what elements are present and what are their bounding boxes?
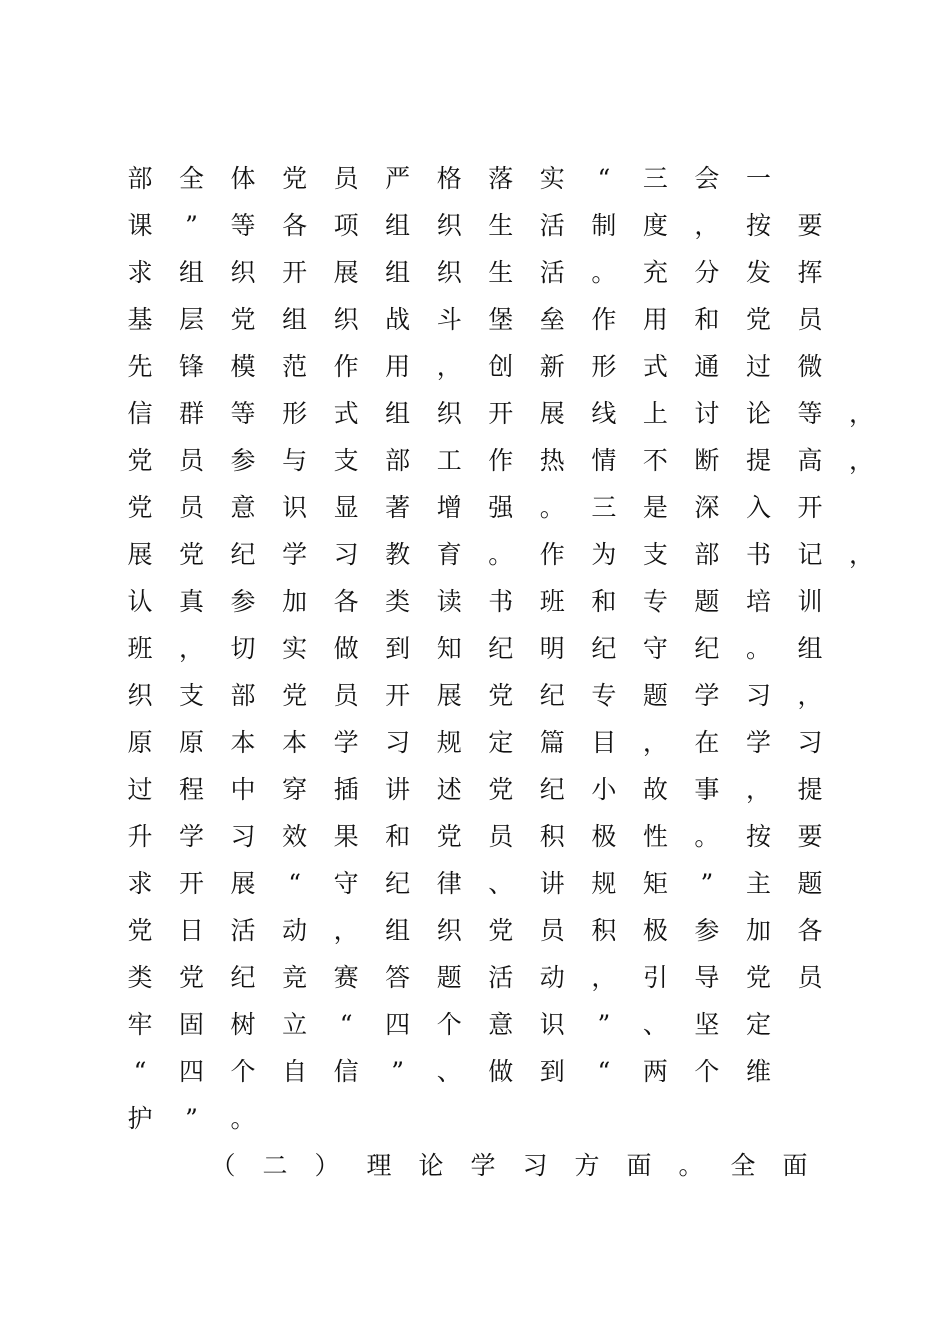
text-glyph: 信 xyxy=(333,1057,359,1086)
text-glyph: 知 xyxy=(436,634,462,663)
text-glyph: 升 xyxy=(127,822,153,851)
text-glyph: 题 xyxy=(797,869,823,898)
text-glyph: 切 xyxy=(230,634,256,663)
text-glyph: 作 xyxy=(591,305,617,334)
text-glyph: 组 xyxy=(797,634,823,663)
text-glyph: ， xyxy=(849,399,875,428)
text-glyph: 导 xyxy=(694,963,720,992)
text-glyph: 员 xyxy=(179,493,205,522)
text-glyph: 面 xyxy=(782,1151,808,1180)
text-glyph: “ xyxy=(597,1057,611,1086)
text-glyph: ， xyxy=(694,211,720,240)
text-glyph: 党 xyxy=(488,681,514,710)
text-glyph: 情 xyxy=(591,446,617,475)
text-glyph: 和 xyxy=(694,305,720,334)
text-glyph: 论 xyxy=(418,1151,444,1180)
text-glyph: 范 xyxy=(282,352,308,381)
text-glyph: 真 xyxy=(179,587,205,616)
text-glyph: 动 xyxy=(282,916,308,945)
text-glyph: 果 xyxy=(333,822,359,851)
text-glyph: ” xyxy=(597,1010,611,1039)
text-glyph: 先 xyxy=(127,352,153,381)
text-glyph: 会 xyxy=(694,164,720,193)
text-glyph: 本 xyxy=(230,728,256,757)
text-glyph: 认 xyxy=(127,587,153,616)
text-glyph: 习 xyxy=(797,728,823,757)
text-glyph: 原 xyxy=(127,728,153,757)
text-glyph: 到 xyxy=(539,1057,565,1086)
text-glyph: 习 xyxy=(333,540,359,569)
text-glyph: 、 xyxy=(436,1057,462,1086)
text-glyph: 党 xyxy=(282,164,308,193)
text-glyph: 讨 xyxy=(694,399,720,428)
text-glyph: 热 xyxy=(539,446,565,475)
text-glyph: 部 xyxy=(230,681,256,710)
text-glyph: ， xyxy=(179,634,205,663)
text-glyph: ， xyxy=(849,540,875,569)
text-glyph: 展 xyxy=(333,258,359,287)
text-glyph: 牢 xyxy=(127,1010,153,1039)
text-glyph: ， xyxy=(642,728,668,757)
text-glyph: 立 xyxy=(282,1010,308,1039)
text-glyph: 党 xyxy=(127,916,153,945)
text-glyph: 展 xyxy=(436,681,462,710)
text-glyph: 纪 xyxy=(230,963,256,992)
text-glyph: 讲 xyxy=(385,775,411,804)
text-glyph: 线 xyxy=(591,399,617,428)
text-glyph: 高 xyxy=(797,446,823,475)
text-glyph: 篇 xyxy=(539,728,565,757)
text-glyph: 求 xyxy=(127,869,153,898)
text-glyph: 动 xyxy=(539,963,565,992)
text-glyph: 生 xyxy=(488,258,514,287)
text-glyph: 实 xyxy=(539,164,565,193)
text-glyph: 度 xyxy=(642,211,668,240)
text-glyph: 发 xyxy=(745,258,771,287)
text-glyph: 党 xyxy=(436,822,462,851)
text-glyph: 模 xyxy=(230,352,256,381)
text-glyph: 定 xyxy=(745,1010,771,1039)
text-glyph: 二 xyxy=(262,1151,288,1180)
text-glyph: 支 xyxy=(642,540,668,569)
text-glyph: 记 xyxy=(797,540,823,569)
text-glyph: 程 xyxy=(179,775,205,804)
text-glyph: 训 xyxy=(797,587,823,616)
text-glyph: 组 xyxy=(385,258,411,287)
text-glyph: 形 xyxy=(282,399,308,428)
text-glyph: 本 xyxy=(282,728,308,757)
text-glyph: 事 xyxy=(694,775,720,804)
text-glyph: 等 xyxy=(230,211,256,240)
text-glyph: 深 xyxy=(694,493,720,522)
text-glyph: 纪 xyxy=(591,634,617,663)
text-glyph: 式 xyxy=(642,352,668,381)
text-glyph: 一 xyxy=(745,164,771,193)
text-glyph: 各 xyxy=(797,916,823,945)
text-glyph: 律 xyxy=(436,869,462,898)
text-glyph: 目 xyxy=(591,728,617,757)
text-glyph: 书 xyxy=(488,587,514,616)
text-glyph: 故 xyxy=(642,775,668,804)
text-glyph: “ xyxy=(288,869,301,898)
text-glyph: 支 xyxy=(179,681,205,710)
text-glyph: 按 xyxy=(745,822,771,851)
text-glyph: 新 xyxy=(539,352,565,381)
text-glyph: 做 xyxy=(333,634,359,663)
text-glyph: 中 xyxy=(230,775,256,804)
text-glyph: 分 xyxy=(694,258,720,287)
text-glyph: 个 xyxy=(436,1010,462,1039)
text-glyph: 维 xyxy=(745,1057,771,1086)
text-glyph: 作 xyxy=(539,540,565,569)
text-glyph: 组 xyxy=(385,399,411,428)
text-glyph: 断 xyxy=(694,446,720,475)
text-glyph: 入 xyxy=(745,493,771,522)
text-glyph: 斗 xyxy=(436,305,462,334)
text-glyph: 生 xyxy=(488,211,514,240)
text-glyph: 过 xyxy=(127,775,153,804)
text-glyph: 用 xyxy=(642,305,668,334)
text-glyph: 小 xyxy=(591,775,617,804)
text-glyph: 班 xyxy=(127,634,153,663)
text-glyph: 极 xyxy=(642,916,668,945)
text-glyph: 明 xyxy=(539,634,565,663)
text-glyph: 方 xyxy=(574,1151,600,1180)
text-glyph: 部 xyxy=(127,164,153,193)
text-glyph: 微 xyxy=(797,352,823,381)
text-glyph: 育 xyxy=(436,540,462,569)
text-glyph: 织 xyxy=(436,399,462,428)
text-glyph: 纪 xyxy=(385,869,411,898)
text-glyph: 护 xyxy=(127,1104,153,1133)
text-glyph: 式 xyxy=(333,399,359,428)
text-glyph: 规 xyxy=(436,728,462,757)
text-glyph: 。 xyxy=(539,493,565,522)
text-glyph: 党 xyxy=(488,916,514,945)
text-glyph: ” xyxy=(700,869,714,898)
text-glyph: 支 xyxy=(333,446,359,475)
text-glyph: 性 xyxy=(642,822,668,851)
text-glyph: 学 xyxy=(470,1151,496,1180)
text-glyph: 四 xyxy=(179,1057,205,1086)
text-glyph: 员 xyxy=(797,305,823,334)
text-glyph: 开 xyxy=(282,258,308,287)
text-glyph: 习 xyxy=(745,681,771,710)
text-glyph: 展 xyxy=(127,540,153,569)
text-glyph: 员 xyxy=(179,446,205,475)
text-glyph: 积 xyxy=(539,822,565,851)
text-glyph: 要 xyxy=(797,211,823,240)
text-glyph: 和 xyxy=(591,587,617,616)
text-glyph: 个 xyxy=(230,1057,256,1086)
text-glyph: 三 xyxy=(642,164,668,193)
text-glyph: 制 xyxy=(591,211,617,240)
text-glyph: 党 xyxy=(127,446,153,475)
text-glyph: 。 xyxy=(678,1151,704,1180)
text-glyph: ” xyxy=(391,1057,405,1086)
text-glyph: 作 xyxy=(488,446,514,475)
text-glyph: 上 xyxy=(642,399,668,428)
text-glyph: 题 xyxy=(642,681,668,710)
text-glyph: 活 xyxy=(488,963,514,992)
text-glyph: 为 xyxy=(591,540,617,569)
text-glyph: 活 xyxy=(539,211,565,240)
text-glyph: 群 xyxy=(179,399,205,428)
text-glyph: 通 xyxy=(694,352,720,381)
text-glyph: 积 xyxy=(591,916,617,945)
text-glyph: 挥 xyxy=(797,258,823,287)
text-glyph: ” xyxy=(185,211,198,240)
text-glyph: 书 xyxy=(745,540,771,569)
text-glyph: 学 xyxy=(333,728,359,757)
text-glyph: 极 xyxy=(591,822,617,851)
text-glyph: 锋 xyxy=(179,352,205,381)
text-glyph: ） xyxy=(314,1151,340,1180)
text-glyph: 按 xyxy=(745,211,771,240)
text-glyph: 全 xyxy=(179,164,205,193)
text-glyph: 理 xyxy=(366,1151,392,1180)
text-glyph: 效 xyxy=(282,822,308,851)
text-glyph: 加 xyxy=(282,587,308,616)
text-glyph: 识 xyxy=(539,1010,565,1039)
text-glyph: 用 xyxy=(385,352,411,381)
text-glyph: 纪 xyxy=(230,540,256,569)
text-glyph: 部 xyxy=(385,446,411,475)
text-glyph: 提 xyxy=(797,775,823,804)
text-glyph: 织 xyxy=(127,681,153,710)
text-glyph: 三 xyxy=(591,493,617,522)
text-glyph: 织 xyxy=(333,305,359,334)
text-glyph: 矩 xyxy=(642,869,668,898)
text-glyph: 显 xyxy=(333,493,359,522)
text-glyph: 类 xyxy=(385,587,411,616)
text-glyph: 坚 xyxy=(694,1010,720,1039)
text-glyph: 部 xyxy=(694,540,720,569)
text-glyph: 织 xyxy=(436,211,462,240)
text-glyph: 开 xyxy=(488,399,514,428)
text-glyph: 展 xyxy=(230,869,256,898)
text-glyph: 。 xyxy=(591,258,617,287)
text-glyph: 项 xyxy=(333,211,359,240)
text-glyph: 竞 xyxy=(282,963,308,992)
text-glyph: 习 xyxy=(522,1151,548,1180)
text-glyph: 教 xyxy=(385,540,411,569)
text-glyph: 信 xyxy=(127,399,153,428)
text-glyph: ， xyxy=(591,963,617,992)
text-glyph: ” xyxy=(185,1104,198,1133)
text-glyph: 课 xyxy=(127,211,153,240)
text-glyph: 纪 xyxy=(539,681,565,710)
text-glyph: 日 xyxy=(179,916,205,945)
text-glyph: 员 xyxy=(333,164,359,193)
text-glyph: 层 xyxy=(179,305,205,334)
text-glyph: 两 xyxy=(642,1057,668,1086)
text-glyph: 展 xyxy=(539,399,565,428)
text-glyph: 习 xyxy=(385,728,411,757)
text-glyph: 强 xyxy=(488,493,514,522)
text-glyph: 垒 xyxy=(539,305,565,334)
text-glyph: 专 xyxy=(642,587,668,616)
text-glyph: 意 xyxy=(488,1010,514,1039)
text-glyph: 主 xyxy=(745,869,771,898)
text-glyph: 题 xyxy=(436,963,462,992)
text-glyph: 纪 xyxy=(694,634,720,663)
text-glyph: 答 xyxy=(385,963,411,992)
text-glyph: 工 xyxy=(436,446,462,475)
text-glyph: 到 xyxy=(385,634,411,663)
text-glyph: 参 xyxy=(230,446,256,475)
text-glyph: 、 xyxy=(488,869,514,898)
text-glyph: 形 xyxy=(591,352,617,381)
text-glyph: 体 xyxy=(230,164,256,193)
text-glyph: 参 xyxy=(230,587,256,616)
text-glyph: 。 xyxy=(694,822,720,851)
text-glyph: ， xyxy=(333,916,359,945)
text-glyph: 开 xyxy=(797,493,823,522)
text-glyph: 员 xyxy=(797,963,823,992)
text-glyph: 学 xyxy=(745,728,771,757)
text-glyph: ， xyxy=(745,775,771,804)
text-glyph: 开 xyxy=(179,869,205,898)
text-glyph: 规 xyxy=(591,869,617,898)
text-glyph: 个 xyxy=(694,1057,720,1086)
text-glyph: 格 xyxy=(436,164,462,193)
text-glyph: 固 xyxy=(179,1010,205,1039)
text-glyph: 等 xyxy=(797,399,823,428)
text-glyph: 班 xyxy=(539,587,565,616)
text-glyph: 等 xyxy=(230,399,256,428)
text-glyph: 学 xyxy=(282,540,308,569)
text-glyph: ， xyxy=(797,681,823,710)
text-glyph: 类 xyxy=(127,963,153,992)
text-glyph: 增 xyxy=(436,493,462,522)
text-glyph: 赛 xyxy=(333,963,359,992)
text-glyph: 纪 xyxy=(488,634,514,663)
text-glyph: 创 xyxy=(488,352,514,381)
text-glyph: “ xyxy=(339,1010,353,1039)
text-glyph: 定 xyxy=(488,728,514,757)
text-glyph: 员 xyxy=(488,822,514,851)
text-glyph: 全 xyxy=(730,1151,756,1180)
text-glyph: 。 xyxy=(488,540,514,569)
text-glyph: 守 xyxy=(642,634,668,663)
text-glyph: 、 xyxy=(642,1010,668,1039)
text-glyph: 专 xyxy=(591,681,617,710)
text-glyph: 题 xyxy=(694,587,720,616)
text-glyph: 插 xyxy=(333,775,359,804)
text-glyph: 树 xyxy=(230,1010,256,1039)
text-glyph: 党 xyxy=(127,493,153,522)
text-glyph: 引 xyxy=(642,963,668,992)
text-glyph: 严 xyxy=(385,164,411,193)
text-glyph: 织 xyxy=(230,258,256,287)
text-glyph: 读 xyxy=(436,587,462,616)
text-glyph: 不 xyxy=(642,446,668,475)
text-glyph: 述 xyxy=(436,775,462,804)
text-glyph: 作 xyxy=(333,352,359,381)
text-glyph: 原 xyxy=(179,728,205,757)
text-glyph: 面 xyxy=(626,1151,652,1180)
text-glyph: 是 xyxy=(642,493,668,522)
text-glyph: 意 xyxy=(230,493,256,522)
text-glyph: 组 xyxy=(179,258,205,287)
text-glyph: 要 xyxy=(797,822,823,851)
text-glyph: 提 xyxy=(745,446,771,475)
text-glyph: 习 xyxy=(230,822,256,851)
text-glyph: 和 xyxy=(385,822,411,851)
text-glyph: 学 xyxy=(179,822,205,851)
text-glyph: 讲 xyxy=(539,869,565,898)
text-glyph: 守 xyxy=(333,869,359,898)
text-glyph: 加 xyxy=(745,916,771,945)
text-glyph: 培 xyxy=(745,587,771,616)
text-glyph: 求 xyxy=(127,258,153,287)
text-glyph: 过 xyxy=(745,352,771,381)
text-glyph: 。 xyxy=(745,634,771,663)
text-glyph: 党 xyxy=(179,540,205,569)
text-glyph: 党 xyxy=(230,305,256,334)
text-glyph: 组 xyxy=(385,916,411,945)
text-glyph: 织 xyxy=(436,258,462,287)
text-glyph: 各 xyxy=(333,587,359,616)
text-glyph: 自 xyxy=(282,1057,308,1086)
text-glyph: 员 xyxy=(539,916,565,945)
text-glyph: 党 xyxy=(745,963,771,992)
text-glyph: 党 xyxy=(488,775,514,804)
text-glyph: 活 xyxy=(230,916,256,945)
text-glyph: 。 xyxy=(230,1104,256,1133)
text-glyph: 党 xyxy=(179,963,205,992)
text-glyph: 著 xyxy=(385,493,411,522)
text-glyph: 在 xyxy=(694,728,720,757)
text-glyph: ， xyxy=(436,352,462,381)
text-glyph: 开 xyxy=(385,681,411,710)
text-glyph: 党 xyxy=(745,305,771,334)
text-glyph: 员 xyxy=(333,681,359,710)
text-glyph: 党 xyxy=(282,681,308,710)
text-glyph: 穿 xyxy=(282,775,308,804)
text-glyph: “ xyxy=(133,1057,147,1086)
text-glyph: 组 xyxy=(282,305,308,334)
text-glyph: “ xyxy=(597,164,611,193)
text-glyph: 论 xyxy=(745,399,771,428)
text-glyph: 与 xyxy=(282,446,308,475)
text-glyph: （ xyxy=(210,1151,236,1180)
text-glyph: 组 xyxy=(385,211,411,240)
text-glyph: 基 xyxy=(127,305,153,334)
text-glyph: 织 xyxy=(436,916,462,945)
text-glyph: 堡 xyxy=(488,305,514,334)
text-glyph: 战 xyxy=(385,305,411,334)
text-glyph: 识 xyxy=(282,493,308,522)
text-glyph: 各 xyxy=(282,211,308,240)
text-glyph: 四 xyxy=(385,1010,411,1039)
text-glyph: ， xyxy=(849,446,875,475)
text-glyph: 充 xyxy=(642,258,668,287)
text-glyph: 落 xyxy=(488,164,514,193)
text-glyph: 参 xyxy=(694,916,720,945)
text-glyph: 学 xyxy=(694,681,720,710)
text-glyph: 活 xyxy=(539,258,565,287)
text-glyph: 纪 xyxy=(539,775,565,804)
text-glyph: 做 xyxy=(488,1057,514,1086)
text-glyph: 实 xyxy=(282,634,308,663)
